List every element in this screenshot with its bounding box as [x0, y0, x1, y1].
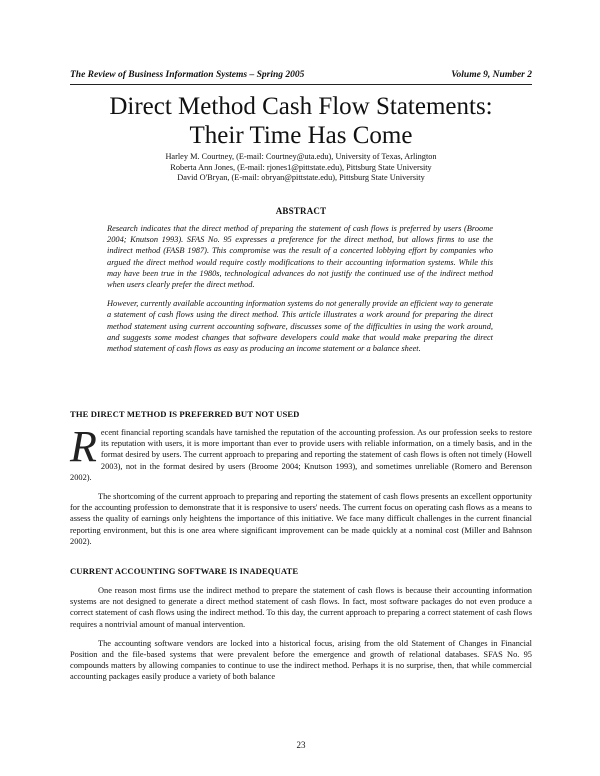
section-body-software: [70, 585, 532, 691]
author-jones: Roberta Ann Jones, (E-mail: rjones1@pittstate.edu), Pittsburg State University: [170, 162, 432, 172]
section1-paragraph-1: [70, 422, 532, 483]
section1-paragraph-1-text: ecent financial reporting scandals have tarnished the reputation of the accounting profession. As our profession seeks to restore its reputation with users, it is more important than ever to provide users with reliable information, on a timely basis, and in the format desired by users. The current approach to preparing and reporting the statement of cash flows is often not timely (Howell 2003), not in the format desired by users (Broome 2004; Knutson 1993), and sometimes unreliable (Romero and Berenson 2002).: [70, 428, 532, 482]
title-line-2: Their Time Has Come: [189, 122, 413, 149]
section-heading-direct-method: THE DIRECT METHOD IS PREFERRED BUT NOT USED: [70, 409, 300, 419]
paper-title: [70, 92, 532, 150]
page-number: 23: [296, 740, 306, 750]
author-list: [70, 152, 532, 184]
abstract-body: [107, 223, 493, 362]
section2-paragraph-1: One reason most firms use the indirect method to prepare the statement of cash flows is because their accounting information systems are not designed to generate a direct method statement of cash flows. In fact, most software packages do not even produce a correct statement of cash flows using the indirect method. To this day, the current approach to preparing a correct statement of cash flows requires a nontrivial amount of manual intervention.: [70, 586, 532, 629]
header-rule: [70, 84, 532, 85]
section-heading-software: CURRENT ACCOUNTING SOFTWARE IS INADEQUATE: [70, 566, 299, 576]
section2-paragraph-2: The accounting software vendors are locked into a historical focus, arising from the old Statement of Changes in Financial Position and the file-based systems that were prevalent before the emergence and growth of relational databases. SFAS No. 95 compounds matters by allowing companies to continue to use the indirect method. Perhaps it is no surprise, then, that while commercial accounting packages easily produce a variety of both balance: [70, 638, 532, 682]
author-courtney: Harley M. Courtney, (E-mail: Courtney@uta.edu), University of Texas, Arlington: [165, 152, 437, 161]
section1-paragraph-2: The shortcoming of the current approach to preparing and reporting the statement of cash flows presents an excellent opportunity for the accounting profession to demonstrate that it is responsive to users' needs. The current focus on operating cash flows as a means to assess the quality of earnings only heightens the importance of this initiative. We face many difficult challenges in the current financial reporting environment, but this is one area where significant improvement can be made quickly at a nominal cost (Miller and Bahnson 2002).: [70, 492, 532, 546]
section-body-direct-method: [70, 422, 532, 555]
volume-number: Volume 9, Number 2: [451, 70, 532, 80]
running-header: [70, 70, 532, 80]
title-line-1: Direct Method Cash Flow Statements:: [109, 93, 493, 120]
abstract-heading: ABSTRACT: [275, 206, 327, 216]
dropcap-letter: R: [70, 422, 97, 471]
author-obryan: David O'Bryan, (E-mail: obryan@pittstate.edu), Pittsburg State University: [177, 173, 425, 183]
abstract-paragraph-1: Research indicates that the direct method of preparing the statement of cash flows is preferred by users (Broome 2004; Knutson 1993). SFAS No. 95 expresses a preference for the direct method, but allows firms to use the indirect method (FASB 1987). This compromise was the result of a concerted lobbying effort by companies who argued the direct method would require costly modifications to their accounting information systems. While this may have been true in the 1980s, technological advances do not justify the continued use of the indirect method when users clearly prefer the direct method.: [107, 224, 493, 290]
journal-name: The Review of Business Information Systems – Spring 2005: [70, 70, 305, 80]
abstract-paragraph-2: However, currently available accounting information systems do not generally provide an efficient way to generate a statement of cash flows using the direct method. This article illustrates a work around for preparing the direct method statement using current accounting software, discusses some of the difficulties in using the work around, and suggests some modest changes that software developers could make that would make preparing the direct method statement of cash flows as easy as producing an income statement or a balance sheet.: [107, 299, 493, 354]
